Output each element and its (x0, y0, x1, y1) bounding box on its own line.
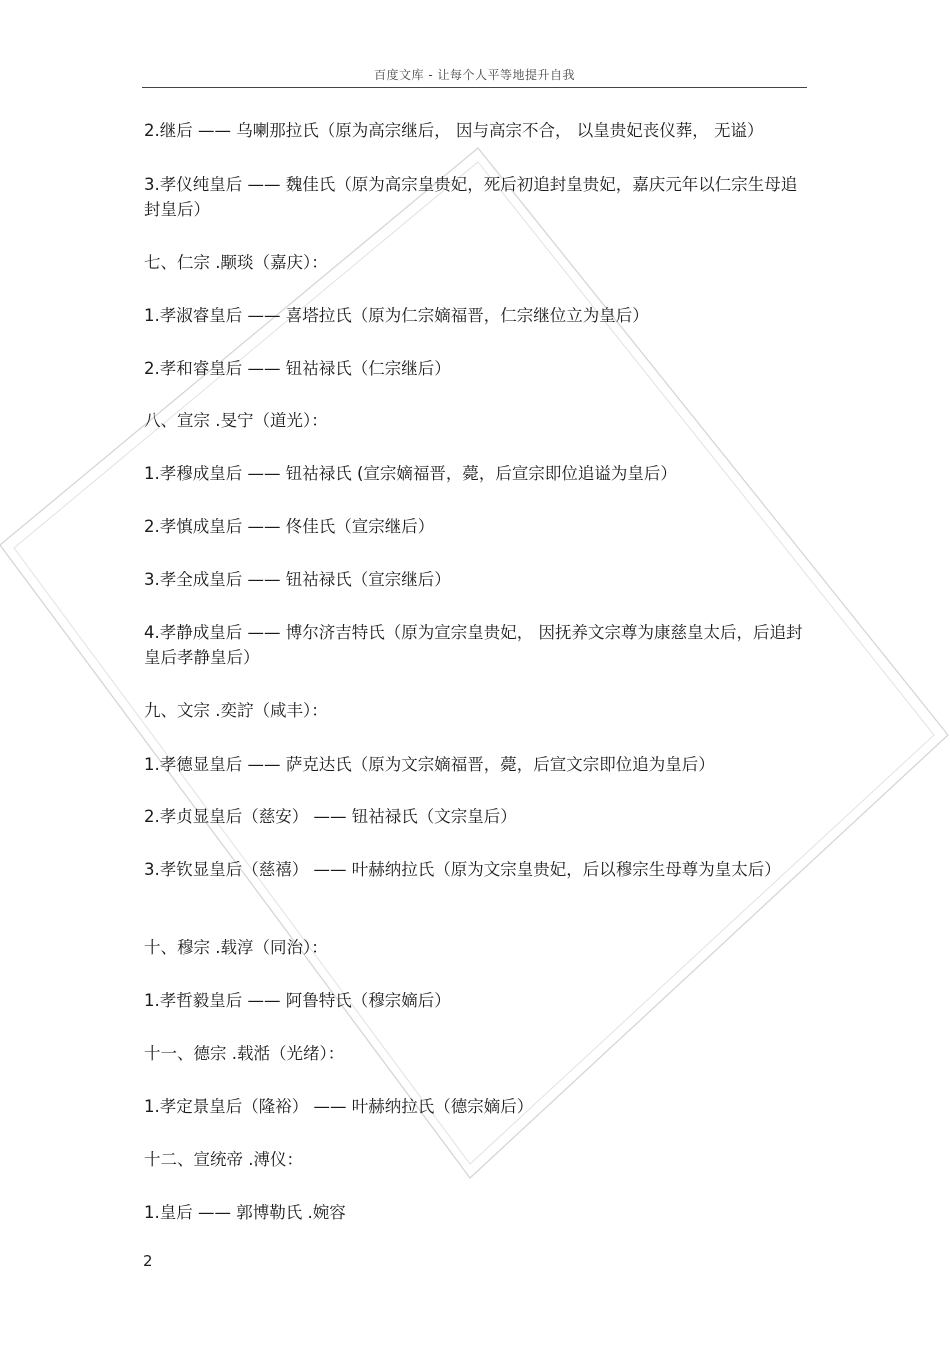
paragraph: 2.孝和睿皇后 —— 钮祜禄氏（仁宗继后） (144, 359, 451, 378)
paragraph: 2.孝贞显皇后（慈安） —— 钮祜禄氏（文宗皇后） (144, 807, 517, 826)
paragraph: 2.继后 —— 乌喇那拉氏（原为高宗继后， 因与高宗不合， 以皇贵妃丧仪葬， 无谥） (144, 121, 764, 140)
paragraph: 4.孝静成皇后 —— 博尔济吉特氏（原为宣宗皇贵妃， 因抚养文宗尊为康慈皇太后，后追封皇后孝静皇后） (144, 623, 803, 667)
paragraph: 3.孝钦显皇后（慈禧） —— 叶赫纳拉氏（原为文宗皇贵妃，后以穆宗生母尊为皇太后） (144, 860, 781, 879)
paragraph: 3.孝全成皇后 —— 钮祜禄氏（宣宗继后） (144, 570, 451, 589)
paragraph: 1.孝定景皇后（隆裕） —— 叶赫纳拉氏（德宗嫡后） (144, 1097, 534, 1116)
paragraph: 3.孝仪纯皇后 —— 魏佳氏（原为高宗皇贵妃，死后初追封皇贵妃，嘉庆元年以仁宗生母追封皇后） (144, 175, 798, 219)
section-heading: 十二、宣统帝 .溥仪： (144, 1150, 303, 1169)
section-heading: 九、文宗 .奕詝（咸丰）： (144, 701, 328, 720)
section-heading: 八、宣宗 .旻宁（道光）： (144, 411, 328, 430)
paragraph: 1.孝淑睿皇后 —— 喜塔拉氏（原为仁宗嫡福晋，仁宗继位立为皇后） (144, 306, 649, 325)
section-heading: 十、穆宗 .载淳（同治）： (144, 938, 328, 957)
paragraph: 1.孝穆成皇后 —— 钮祜禄氏 (宣宗嫡福晋，薨，后宣宗即位追谥为皇后） (144, 464, 677, 483)
section-heading: 十一、德宗 .载湉（光绪）： (144, 1044, 345, 1063)
header-divider (142, 87, 807, 88)
paragraph: 1.皇后 —— 郭博勒氏 .婉容 (144, 1203, 346, 1222)
paragraph: 1.孝德显皇后 —— 萨克达氏（原为文宗嫡福晋，薨，后宣文宗即位追为皇后） (144, 755, 715, 774)
section-heading: 七、仁宗 .颙琰（嘉庆）： (144, 253, 328, 272)
paragraph: 2.孝慎成皇后 —— 佟佳氏（宣宗继后） (144, 517, 435, 536)
page-number: 2 (143, 1252, 153, 1270)
paragraph: 1.孝哲毅皇后 —— 阿鲁特氏（穆宗嫡后） (144, 991, 451, 1010)
page-header: 百度文库 - 让每个人平等地提升自我 (374, 68, 575, 82)
